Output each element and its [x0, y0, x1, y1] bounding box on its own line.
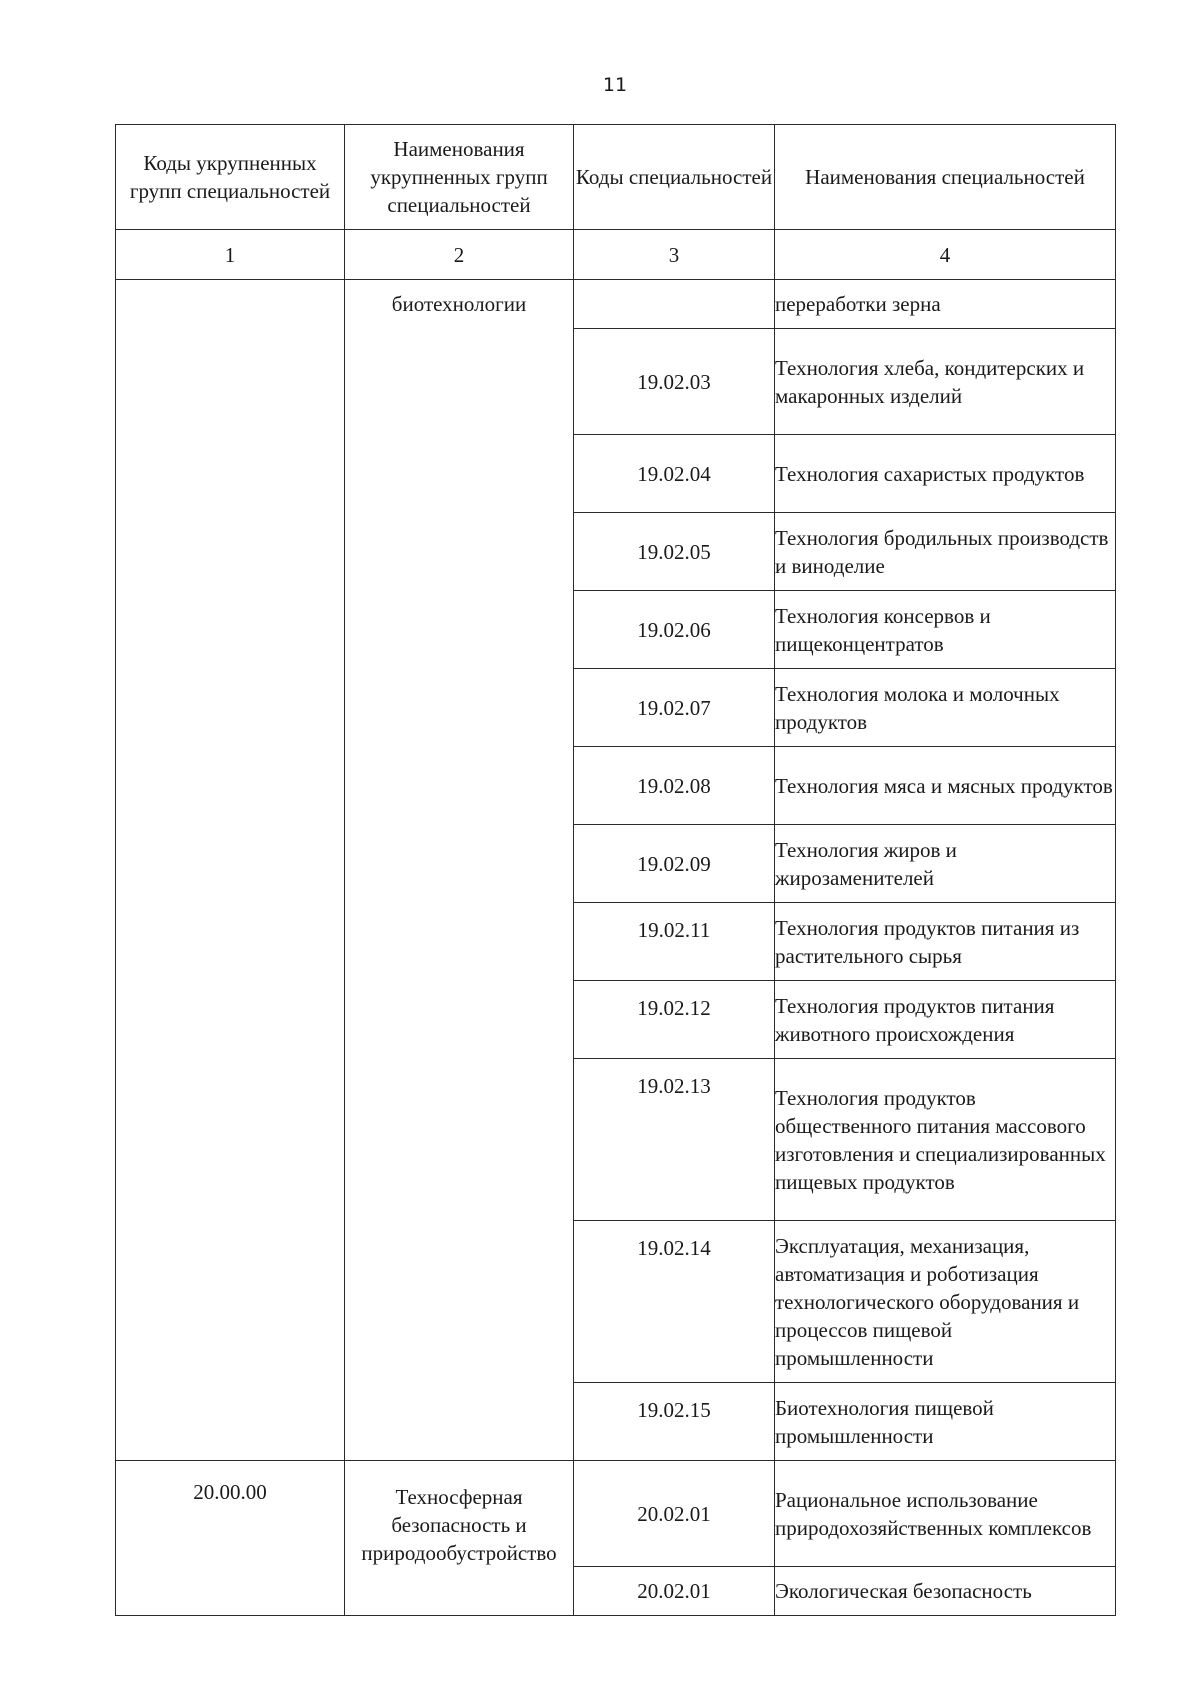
- specialty-code: 19.02.05: [574, 513, 775, 591]
- column-number: 2: [345, 230, 574, 280]
- specialty-name: Рациональное использование природохозяйственных комплексов: [775, 1461, 1116, 1567]
- specialty-code: 19.02.06: [574, 591, 775, 669]
- specialty-name: Технология продуктов питания из растительного сырья: [775, 903, 1116, 981]
- column-number: 4: [775, 230, 1116, 280]
- specialty-code: 19.02.09: [574, 825, 775, 903]
- header-group-codes: Коды укрупненных групп специальностей: [116, 125, 345, 230]
- specialty-name: Технология молока и молочных продуктов: [775, 669, 1116, 747]
- specialty-code: 19.02.14: [574, 1221, 775, 1383]
- specialty-name: Эксплуатация, механизация, автоматизация и роботизация технологического оборудования и процессов пищевой промышленности: [775, 1221, 1116, 1383]
- group-name-cell: Техносферная безопасность и природообустройство: [345, 1461, 574, 1616]
- specialty-code: 20.02.01: [574, 1567, 775, 1616]
- specialty-name: Технология консервов и пищеконцентратов: [775, 591, 1116, 669]
- specialties-table: [115, 124, 1116, 1616]
- table-header-row: [116, 125, 1116, 230]
- specialty-code: 19.02.12: [574, 981, 775, 1059]
- specialty-name: Технология мяса и мясных продуктов: [775, 747, 1116, 825]
- specialty-code: 20.02.01: [574, 1461, 775, 1567]
- table-row: [116, 1461, 1116, 1567]
- page-number: 11: [602, 74, 628, 96]
- column-number-row: [116, 230, 1116, 280]
- specialty-code: 19.02.07: [574, 669, 775, 747]
- column-number: 3: [574, 230, 775, 280]
- specialty-name: Технология хлеба, кондитерских и макаронных изделий: [775, 329, 1116, 435]
- specialty-name: Технология жиров и жирозаменителей: [775, 825, 1116, 903]
- specialty-name: Экологическая безопасность: [775, 1567, 1116, 1616]
- specialty-name: Технология бродильных производств и виноделие: [775, 513, 1116, 591]
- specialty-code: [574, 280, 775, 329]
- specialty-name: Технология продуктов общественного питания массового изготовления и специализированных пищевых продуктов: [775, 1059, 1116, 1221]
- group-code-cell: 20.00.00: [116, 1461, 345, 1616]
- specialty-code: 19.02.13: [574, 1059, 775, 1221]
- specialty-code: 19.02.04: [574, 435, 775, 513]
- specialty-name: переработки зерна: [775, 280, 1116, 329]
- header-specialty-names: Наименования специальностей: [775, 125, 1116, 230]
- specialty-code: 19.02.15: [574, 1383, 775, 1461]
- group-code-cell: [116, 280, 345, 1461]
- header-specialty-codes: Коды специальностей: [574, 125, 775, 230]
- specialty-name: Технология продуктов питания животного происхождения: [775, 981, 1116, 1059]
- specialty-code: 19.02.03: [574, 329, 775, 435]
- table-row: [116, 280, 1116, 329]
- specialty-code: 19.02.08: [574, 747, 775, 825]
- header-group-names: Наименования укрупненных групп специальностей: [345, 125, 574, 230]
- specialty-code: 19.02.11: [574, 903, 775, 981]
- column-number: 1: [116, 230, 345, 280]
- specialty-name: Биотехнология пищевой промышленности: [775, 1383, 1116, 1461]
- group-name-cell: биотехнологии: [345, 280, 574, 1461]
- specialty-name: Технология сахаристых продуктов: [775, 435, 1116, 513]
